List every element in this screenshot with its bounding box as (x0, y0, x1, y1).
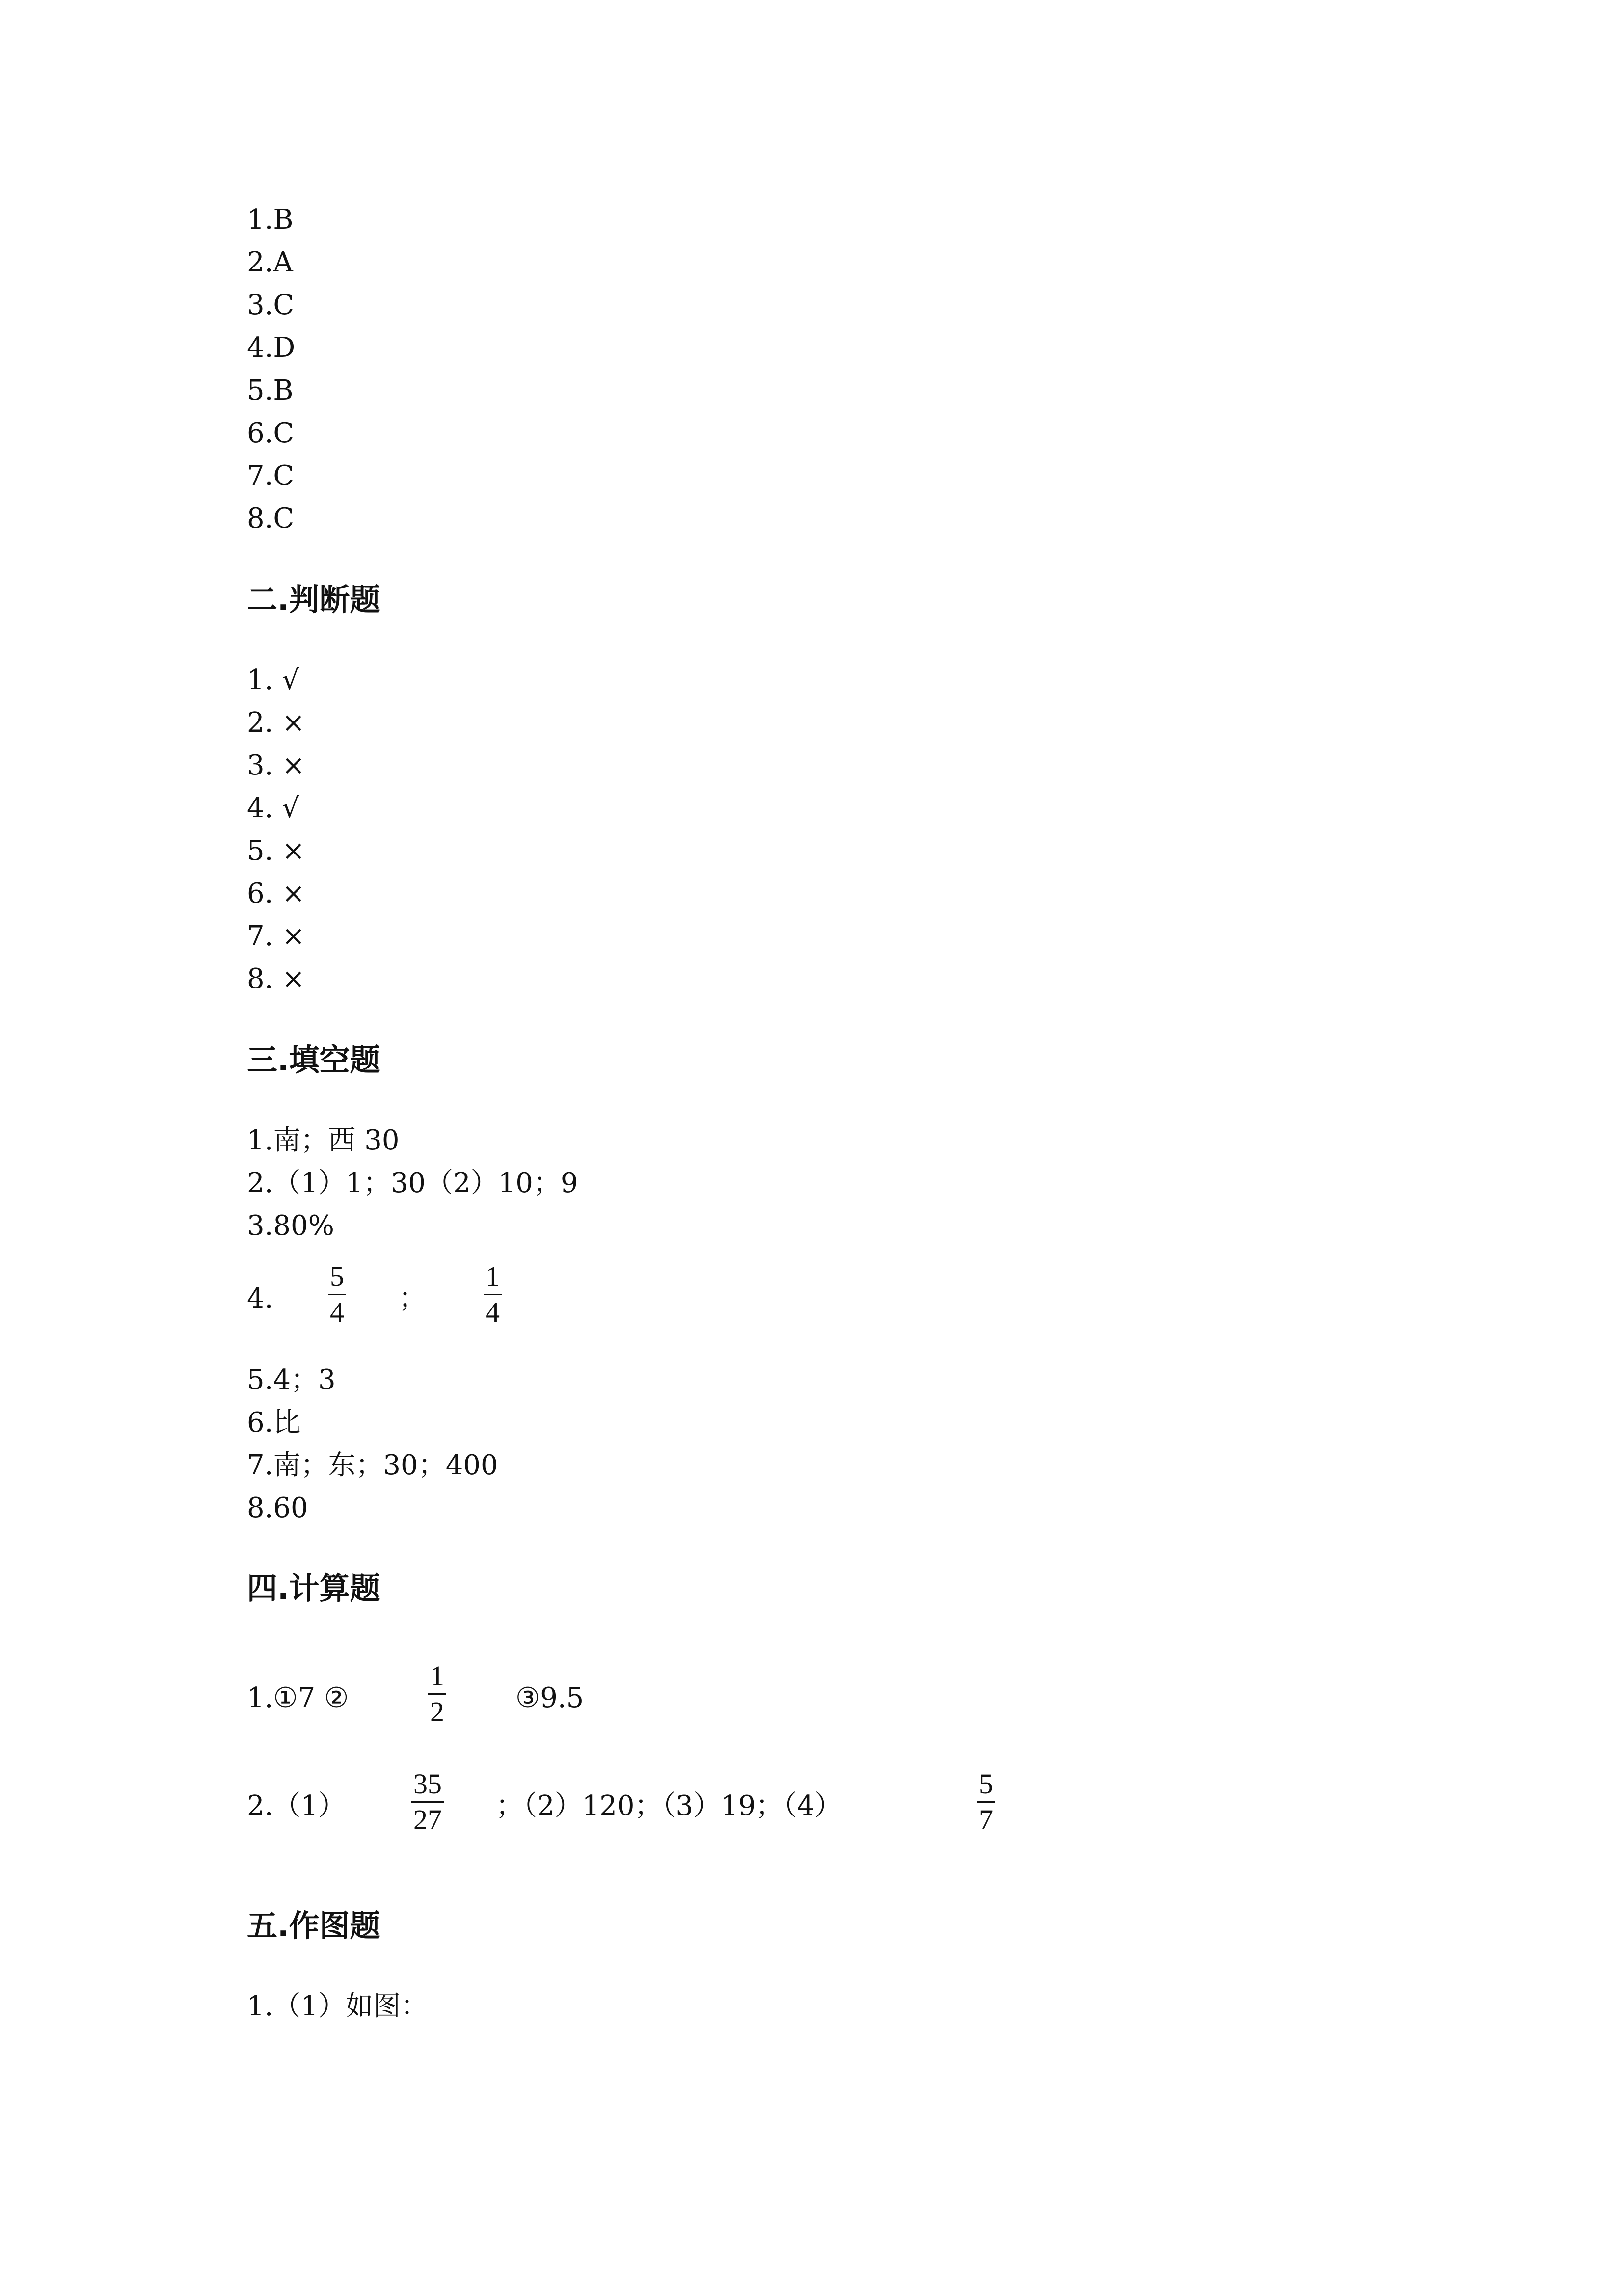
answer-item: 8.60 (247, 1492, 308, 1524)
fraction-numerator: 1 (486, 1260, 500, 1292)
answer-item: 7.南；东；30；400 (247, 1449, 498, 1481)
answer-item: 2. × (247, 707, 305, 739)
fraction (484, 1262, 502, 1327)
answer-item: 8. × (247, 963, 305, 995)
item-prefix: 4. (247, 1282, 273, 1314)
section-heading-calculation: 四.计算题 (247, 1570, 380, 1606)
answer-item: 6.C (247, 417, 295, 449)
answer-item: 6. × (247, 878, 305, 909)
answer-item: 1.（1）如图： (247, 1990, 429, 2022)
fraction (977, 1770, 995, 1834)
answer-item: 5. × (247, 835, 305, 867)
fraction-bar (977, 1801, 995, 1803)
answer-item: 8.C (247, 503, 295, 534)
answer-item: 5.4；3 (247, 1364, 336, 1396)
fraction-denominator: 4 (486, 1296, 500, 1328)
item-middle: ；（2）120；（3）19；（4） (496, 1790, 842, 1822)
fraction-bar (328, 1294, 346, 1295)
item-prefix: 1.①7 ② (247, 1682, 349, 1714)
fraction-bar (428, 1693, 446, 1695)
answer-item: 4. √ (247, 792, 299, 824)
answer-item: 7.C (247, 460, 295, 492)
answer-item: 6.比 (247, 1407, 301, 1439)
fraction-numerator: 5 (979, 1768, 993, 1800)
answer-item: 3.C (247, 289, 295, 321)
section-heading-judgment: 二.判断题 (247, 582, 380, 617)
fraction-bar (411, 1801, 444, 1803)
fraction (411, 1770, 444, 1834)
fraction (428, 1662, 446, 1726)
fraction-denominator: 7 (979, 1804, 993, 1836)
fraction-denominator: 27 (413, 1804, 442, 1836)
answer-item: 1.南；西 30 (247, 1124, 400, 1156)
answer-item: 2.A (247, 246, 293, 278)
answer-item: 5.B (247, 374, 294, 406)
section-heading-fill: 三.填空题 (247, 1042, 380, 1078)
fraction-numerator: 1 (430, 1660, 444, 1692)
fraction-numerator: 5 (330, 1260, 344, 1292)
answer-item: 2.（1）1；30（2）10；9 (247, 1167, 578, 1199)
answer-item: 4.D (247, 332, 296, 364)
fraction-denominator: 2 (430, 1696, 444, 1728)
item-suffix: ③9.5 (515, 1682, 584, 1714)
fraction-bar (484, 1294, 502, 1295)
separator: ； (399, 1282, 426, 1314)
item-prefix: 2.（1） (247, 1790, 346, 1822)
answer-item: 1.B (247, 204, 294, 236)
section-heading-drawing: 五.作图题 (247, 1908, 380, 1944)
fraction-denominator: 4 (330, 1296, 344, 1328)
answer-item: 3.80% (247, 1210, 334, 1242)
fraction-numerator: 35 (413, 1768, 442, 1800)
answer-item: 7. × (247, 920, 305, 952)
answer-item: 3. × (247, 749, 305, 781)
fraction (328, 1262, 346, 1327)
answer-item: 1. √ (247, 664, 299, 696)
